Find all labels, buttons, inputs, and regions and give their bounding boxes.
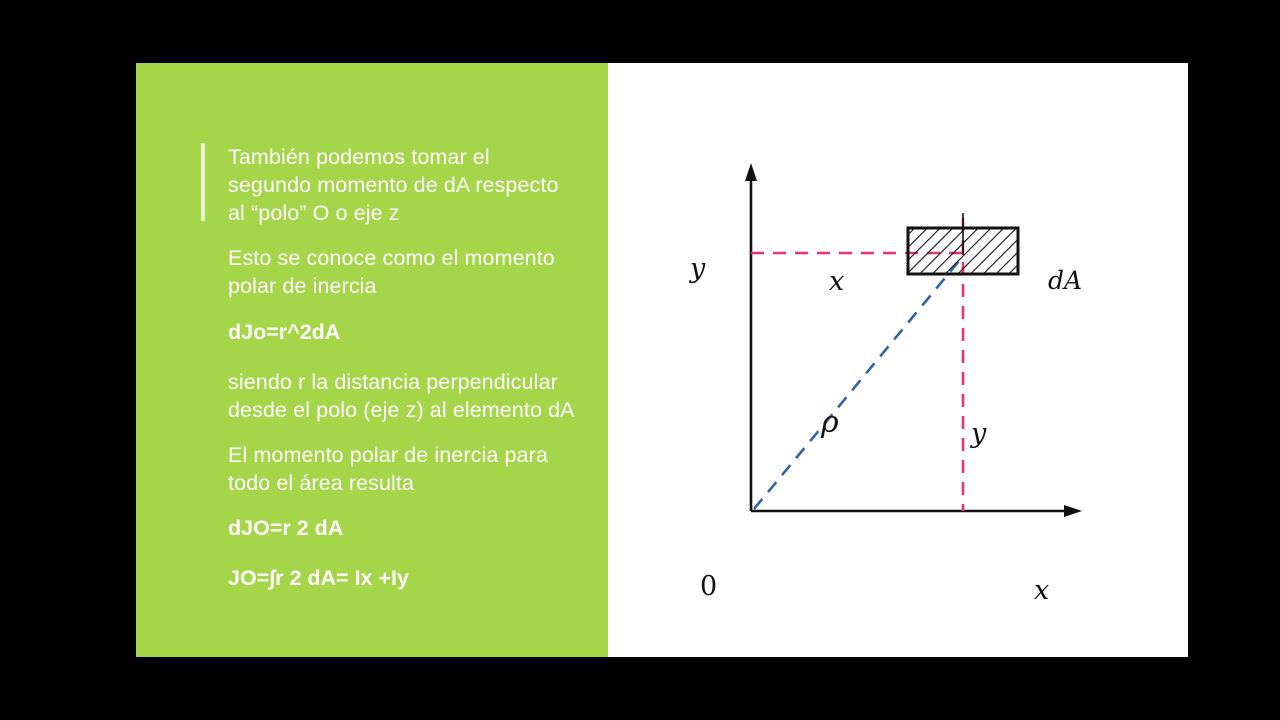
rho-dashed-line: [754, 255, 964, 509]
y-axis-label: y: [690, 253, 706, 284]
x-axis: [751, 505, 1082, 517]
slide-stage: [136, 63, 1188, 657]
paragraph-2: Esto se conoce como el momento polar de inercia: [228, 246, 555, 298]
dA-label: dA: [1048, 266, 1083, 295]
paragraph-4: El momento polar de inercia para todo el área resulta: [228, 443, 548, 495]
y-axis: [745, 163, 757, 511]
paragraph-1: También podemos tomar el segundo momento de dA respecto al “polo” O o eje z: [228, 145, 559, 225]
element-dA-rect: [908, 228, 1018, 274]
origin-label: 0: [700, 571, 718, 602]
formula-djo-2: dJO=r 2 dA: [228, 516, 344, 540]
slide-text-block: [228, 143, 578, 614]
slide-figure-panel: [608, 63, 1188, 657]
x-distance-label: x: [829, 266, 845, 297]
rho-label: ρ: [821, 405, 839, 440]
x-axis-label: x: [1034, 575, 1050, 606]
accent-bar: [201, 143, 205, 221]
formula-jo-integral: JO=∫r 2 dA= Ix +Iy: [228, 566, 409, 590]
formula-djo: dJo=r^2dA: [228, 320, 341, 344]
moment-of-inertia-diagram: [608, 63, 1188, 657]
paragraph-3: siendo r la distancia perpendicular desde el polo (eje z) al elemento dA: [228, 370, 575, 422]
slide-text-panel: [136, 63, 608, 657]
y-distance-label: y: [971, 418, 987, 449]
